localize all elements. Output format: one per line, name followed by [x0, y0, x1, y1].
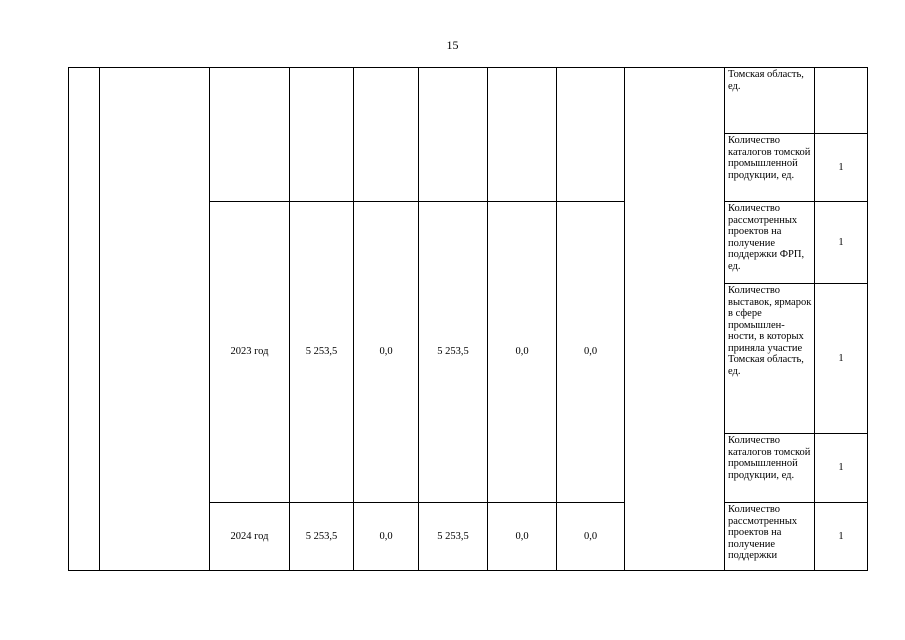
table-cell-task — [99, 67, 209, 571]
table-border-right — [867, 67, 868, 571]
indicator-value: 1 — [814, 502, 867, 571]
indicator-value — [814, 67, 867, 133]
indicator-name: Количество рассмотренных проектов на получение поддержки ФРП, ед. — [724, 201, 814, 283]
table-cell-year — [209, 67, 289, 201]
table-cell-local: 0,0 — [487, 502, 556, 571]
indicator-value: 1 — [814, 433, 867, 502]
table-cell-local — [487, 67, 556, 201]
indicator-name: Количество выставок, ярмарок в сфере промышлен-ности, в которых приняла участие Томская область, ед. — [724, 283, 814, 433]
indicator-value: 1 — [814, 201, 867, 283]
indicator-value: 1 — [814, 133, 867, 201]
table-cell-regional: 5 253,5 — [418, 502, 487, 571]
table-border-bottom — [68, 570, 868, 571]
indicator-name: Количество каталогов томской промышленной продукции, ед. — [724, 433, 814, 502]
indicator-name: Количество каталогов томской промышленной продукции, ед. — [724, 133, 814, 201]
table-cell-regional: 5 253,5 — [418, 201, 487, 502]
table-cell-total: 5 253,5 — [289, 502, 353, 571]
table-cell-executor — [624, 67, 724, 571]
table-cell-federal: 0,0 — [353, 201, 418, 502]
indicator-name: Томская область, ед. — [724, 67, 814, 133]
table-cell-other: 0,0 — [556, 201, 624, 502]
table-cell-other — [556, 67, 624, 201]
page-number: 15 — [446, 38, 459, 52]
indicator-name: Количество рассмотренных проектов на получение поддержки — [724, 502, 814, 571]
table-cell-federal — [353, 67, 418, 201]
table-cell-number — [68, 67, 99, 571]
table-cell-total — [289, 67, 353, 201]
table-cell-year: 2023 год — [209, 201, 289, 502]
indicator-value: 1 — [814, 283, 867, 433]
table-cell-federal: 0,0 — [353, 502, 418, 571]
table-cell-local: 0,0 — [487, 201, 556, 502]
table-cell-year: 2024 год — [209, 502, 289, 571]
table-cell-total: 5 253,5 — [289, 201, 353, 502]
table-cell-other: 0,0 — [556, 502, 624, 571]
table-cell-regional — [418, 67, 487, 201]
